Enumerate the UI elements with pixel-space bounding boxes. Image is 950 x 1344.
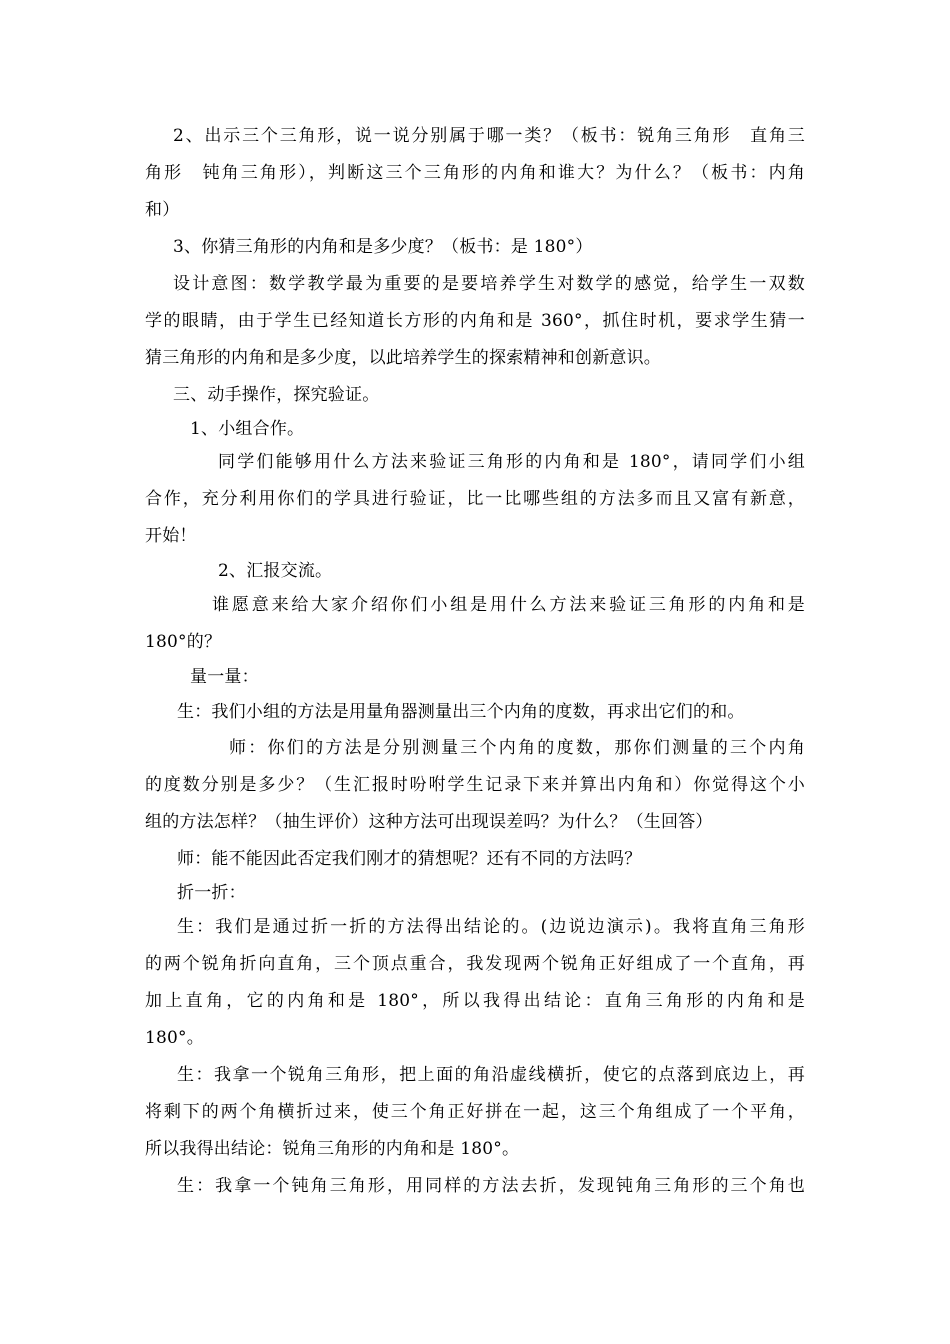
text-line: 生：我拿一个锐角三角形，把上面的角沿虚线横折，使它的点落到底边上，再 [177,1065,805,1085]
text-line: 所以我得出结论：锐角三角形的内角和是 180°。 [145,1139,520,1159]
text-line: 180°。 [145,1028,204,1048]
text-line: 将剩下的两个角横折过来，使三个角正好拼在一起，这三个角组成了一个平角， [145,1102,805,1122]
text-line: 谁愿意来给大家介绍你们小组是用什么方法来验证三角形的内角和是 [212,595,805,615]
text-line: 的两个锐角折向直角，三个顶点重合，我发现两个锐角正好组成了一个直角，再 [145,954,805,974]
section-heading: 三、动手操作，探究验证。 [173,385,380,405]
text-line: 生：我们小组的方法是用量角器测量出三个内角的度数，再求出它们的和。 [177,702,745,722]
method-label: 量一量： [190,667,259,687]
text-line: 合作，充分利用你们的学具进行验证，比一比哪些组的方法多而且又富有新意， [145,489,805,509]
text-line: 和） [145,200,180,220]
text-line: 同学们能够用什么方法来验证三角形的内角和是 180°，请同学们小组 [218,452,805,472]
subsection-heading: 2、汇报交流。 [218,561,333,581]
text-line: 加上直角，它的内角和是 180°，所以我得出结论：直角三角形的内角和是 [145,991,805,1011]
text-line: 生：我们是通过折一折的方法得出结论的。(边说边演示)。我将直角三角形 [177,917,805,937]
text-line: 180°的？ [145,632,222,652]
text-line: 组的方法怎样？（抽生评价）这种方法可出现误差吗？为什么？（生回答） [145,812,713,832]
text-line: 开始！ [145,526,197,546]
text-line: 2、出示三个三角形，说一说分别属于哪一类？（板书：锐角三角形 直角三 [173,126,805,146]
text-line: 3、你猜三角形的内角和是多少度？（板书：是 180°） [173,237,593,257]
text-line: 猜三角形的内角和是多少度，以此培养学生的探索精神和创新意识。 [145,348,661,368]
text-line: 学的眼睛，由于学生已经知道长方形的内角和是 360°，抓住时机，要求学生猜一 [145,311,805,331]
text-line: 角形 钝角三角形），判断这三个三角形的内角和谁大？为什么？（板书：内角 [145,163,805,183]
subsection-heading: 1、小组合作。 [190,419,305,439]
text-line: 设计意图：数学教学最为重要的是要培养学生对数学的感觉，给学生一双数 [173,274,805,294]
text-line: 的度数分别是多少？（生汇报时吩咐学生记录下来并算出内角和）你觉得这个小 [145,775,805,795]
text-line: 生：我拿一个钝角三角形，用同样的方法去折，发现钝角三角形的三个角也 [177,1176,805,1196]
text-line: 师：你们的方法是分别测量三个内角的度数，那你们测量的三个内角 [229,738,805,758]
text-line: 师：能不能因此否定我们刚才的猜想呢？还有不同的方法吗？ [177,849,642,869]
method-label: 折一折： [177,883,246,903]
